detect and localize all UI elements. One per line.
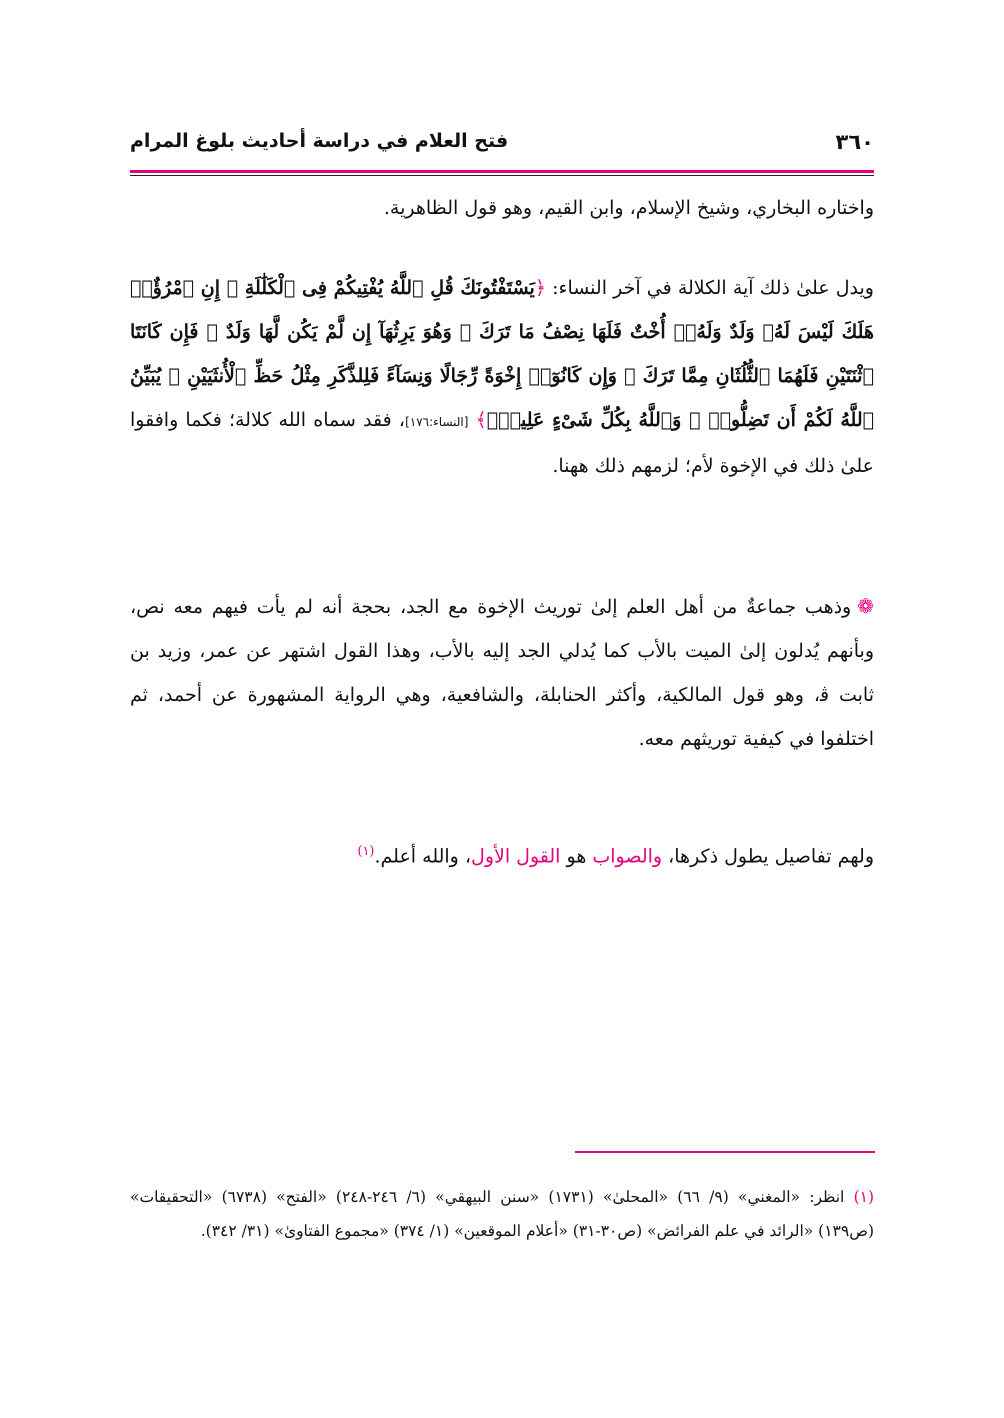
highlight-first-opinion: القول الأول xyxy=(471,845,561,868)
paragraph-text: وذهب جماعةٌ من أهل العلم إلىٰ توريث الإخوة مع الجد، بحجة أنه لم يأت فيهم معه نص، وبأنهم يُدلون إلىٰ الميت بالأب كما يُدلي الجد إليه بالأب، وهذا القول اشتهر عن عمر، وزيد بن ثابت ﭬ، وهو قول المالكية، وأكثر الحنابلة، والشافعية، وهي الرواية المشهورة عن أحمد، ثم اختلفوا في كيفية توريثهم معه. xyxy=(130,596,874,750)
running-title: فتح العلام في دراسة أحاديث بلوغ المرام xyxy=(130,130,509,152)
paragraph-text: ، والله أعلم. xyxy=(374,845,472,868)
verse-reference: [النساء:١٧٦] xyxy=(405,415,469,429)
paragraph-text: ، فقد سماه الله كلالة؛ فكما وافقوا علىٰ ذلك في الإخوة لأم؛ لزمهم ذلك ههنا. xyxy=(130,409,874,477)
footnote-text: انظر: «المغني» (٩/ ٦٦) «المحلیٰ» (١٧٣١) «سنن البيهقي» (٦/ ٢٤٦-٢٤٨) «الفتح» (٦٧٣٨) «التحقيقات» (ص١٣٩) «الرائد في علم الفرائض» (ص٣٠-٣١) «أعلام الموقعين» (١/ ٣٧٤) «مجموع الفتاویٰ» (٣١/ ٣٤٢). xyxy=(130,1188,874,1240)
header-rule-pink xyxy=(130,170,874,173)
quran-bracket-open: ﴿ xyxy=(534,277,546,299)
highlight-correct: والصواب xyxy=(592,845,663,868)
paragraph-2 xyxy=(130,266,874,488)
footnote-marker: (١) xyxy=(357,844,375,859)
paragraph-1 xyxy=(130,186,874,230)
verse-intro: ويدل علىٰ ذلك آية الكلالة في آخر النساء: xyxy=(552,277,874,299)
paragraph-text: هو xyxy=(560,845,593,868)
footnote-rule xyxy=(575,1151,875,1153)
page-number: ٣٦٠ xyxy=(835,130,874,154)
footnotes xyxy=(130,1180,874,1248)
paragraph-text: ولهم تفاصيل يطول ذكرها، xyxy=(662,845,874,868)
page-header xyxy=(130,128,874,164)
paragraph-4 xyxy=(130,830,874,878)
paragraph-3 xyxy=(130,584,874,761)
flower-ornament-icon: ❁ xyxy=(857,594,874,618)
quran-bracket-close: ﴾ xyxy=(475,409,487,431)
header-rule-black xyxy=(130,175,874,176)
paragraph-text: واختاره البخاري، وشيخ الإسلام، وابن القيم، وهو قول الظاهرية. xyxy=(383,197,874,219)
footnote-number: (١) xyxy=(853,1188,875,1206)
quran-verse: يَسْتَفْتُونَكَ قُلِ ٱللَّهُ يُفْتِيكُمْ فِى ٱلْكَلَٰلَةِ ۚ إِنِ ٱمْرُؤٌا۟ هَلَكَ لَيْسَ لَهُۥ وَلَدٌ وَلَهُۥٓ أُخْتٌ فَلَهَا نِصْفُ مَا تَرَكَ ۚ وَهُوَ يَرِثُهَآ إِن لَّمْ يَكُن لَّهَا وَلَدٌ ۚ فَإِن كَانَتَا ٱثْنَتَيْنِ فَلَهُمَا ٱلثُّلُثَانِ مِمَّا تَرَكَ ۚ وَإِن كَانُوٓا۟ إِخْوَةً رِّجَالًا وَنِسَآءً فَلِلذَّكَرِ مِثْلُ حَظِّ ٱلْأُنثَيَيْنِ ۗ يُبَيِّنُ ٱللَّهُ لَكُمْ أَن تَضِلُّوا۟ ۗ وَٱللَّهُ بِكُلِّ شَىْءٍ عَلِيمٌۢ xyxy=(130,277,875,431)
